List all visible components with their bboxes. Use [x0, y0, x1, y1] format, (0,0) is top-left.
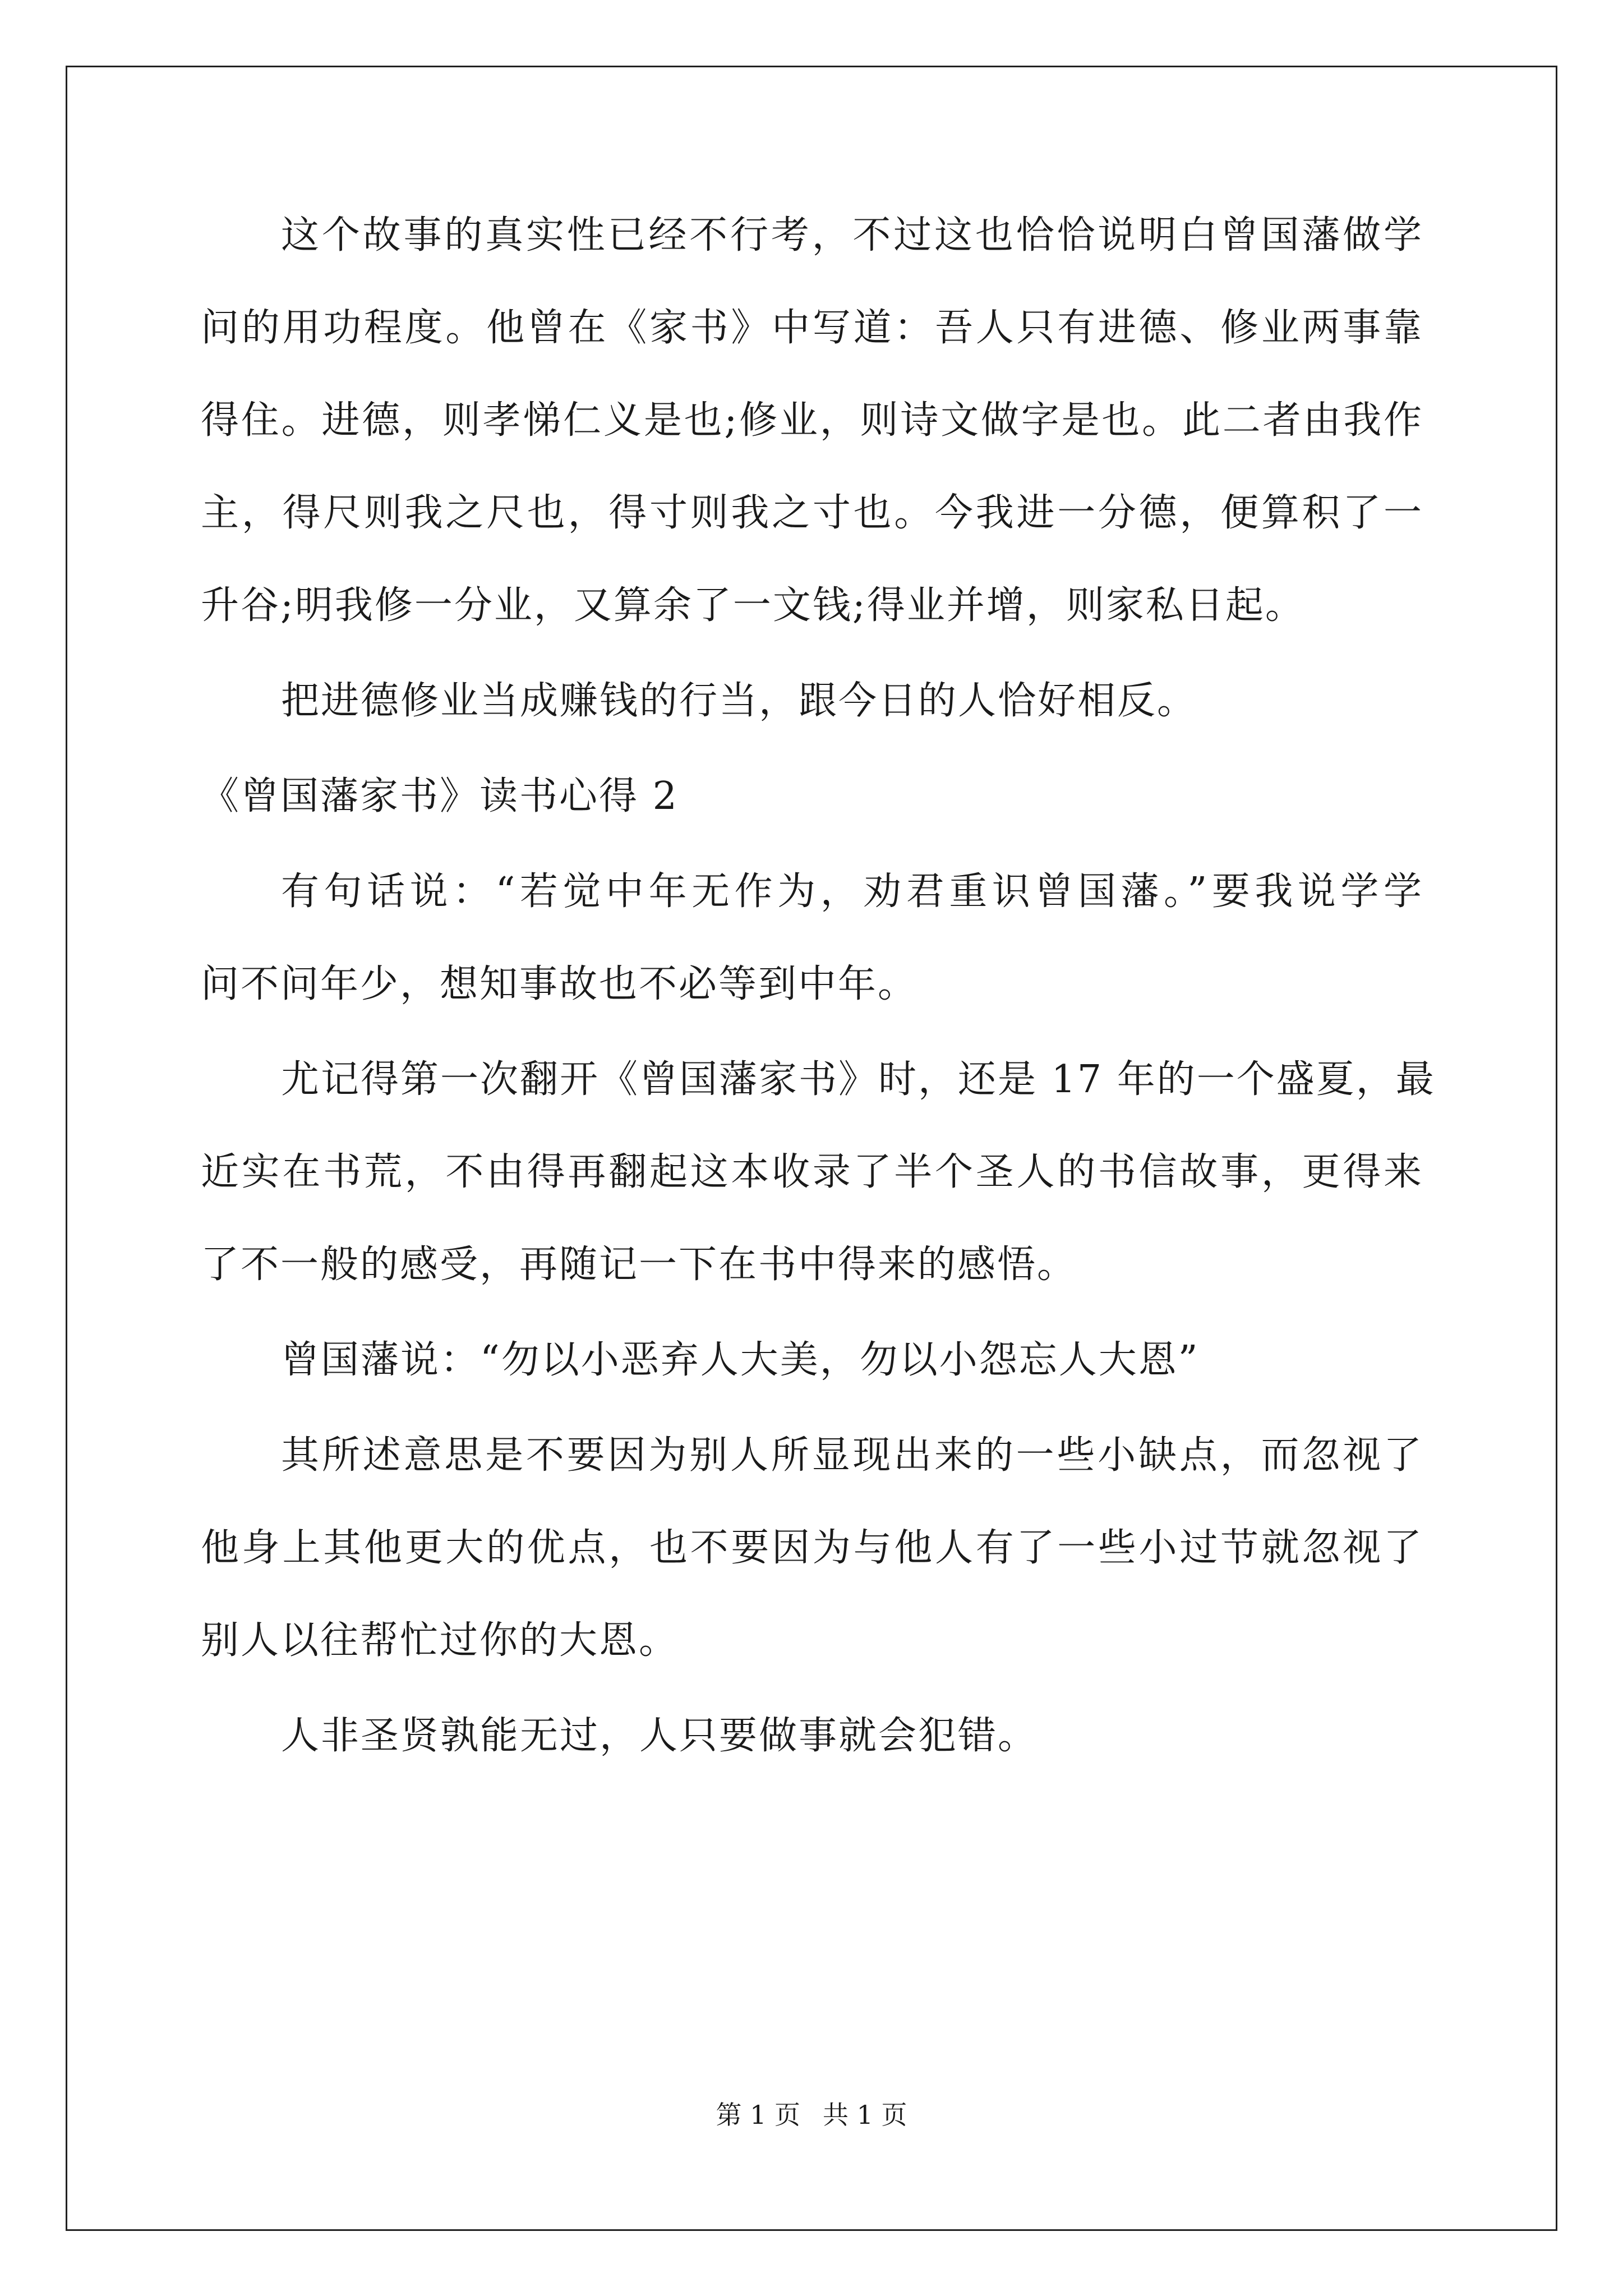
paragraph-1-line-3: 得住。进德，则孝悌仁义是也;修业，则诗文做字是也。此二者由我作 — [201, 398, 1423, 443]
paragraph-1-line-4: 主，得尺则我之尺也，得寸则我之寸也。今我进一分德，便算积了一 — [201, 491, 1423, 535]
section-paragraph-1-line-1: 有句话说：“若觉中年无作为，劝君重识曾国藩。”要我说学学 — [281, 869, 1423, 914]
section-paragraph-3-line-1: 曾国藩说：“勿以小恶弃人大美，勿以小怨忘人大恩” — [281, 1338, 1200, 1382]
page-total: 共 1 页 — [823, 2100, 907, 2130]
paragraph-2-line-1: 把进德修业当成赚钱的行当，跟今日的人恰好相反。 — [281, 679, 1197, 723]
section-paragraph-4-line-2: 他身上其他更大的优点，也不要因为与他人有了一些小过节就忽视了 — [201, 1526, 1423, 1570]
section-paragraph-5-line-1: 人非圣贤孰能无过，人只要做事就会犯错。 — [281, 1714, 1038, 1758]
paragraph-1-line-1: 这个故事的真实性已经不行考，不过这也恰恰说明白曾国藩做学 — [281, 213, 1423, 257]
paragraph-1-line-2: 问的用功程度。他曾在《家书》中写道：吾人只有进德、修业两事靠 — [201, 306, 1423, 350]
section-paragraph-2-line-2: 近实在书荒，不由得再翻起这本收录了半个圣人的书信故事，更得来 — [201, 1150, 1423, 1194]
section-heading: 《曾国藩家书》读书心得 2 — [201, 774, 679, 818]
page-footer — [0, 2098, 1623, 2132]
section-paragraph-1-line-2: 问不问年少，想知事故也不必等到中年。 — [201, 962, 918, 1006]
section-paragraph-2-line-1: 尤记得第一次翻开《曾国藩家书》时，还是 17 年的一个盛夏，最 — [281, 1057, 1436, 1102]
section-paragraph-4-line-1: 其所述意思是不要因为别人所显现出来的一些小缺点，而忽视了 — [281, 1433, 1423, 1478]
section-paragraph-4-line-3: 别人以往帮忙过你的大恩。 — [201, 1618, 679, 1663]
page-number: 第 1 页 — [716, 2100, 800, 2130]
paragraph-1-line-5: 升谷;明我修一分业，又算余了一文钱;得业并增，则家私日起。 — [201, 583, 1305, 628]
section-paragraph-2-line-3: 了不一般的感受，再随记一下在书中得来的感悟。 — [201, 1243, 1077, 1287]
